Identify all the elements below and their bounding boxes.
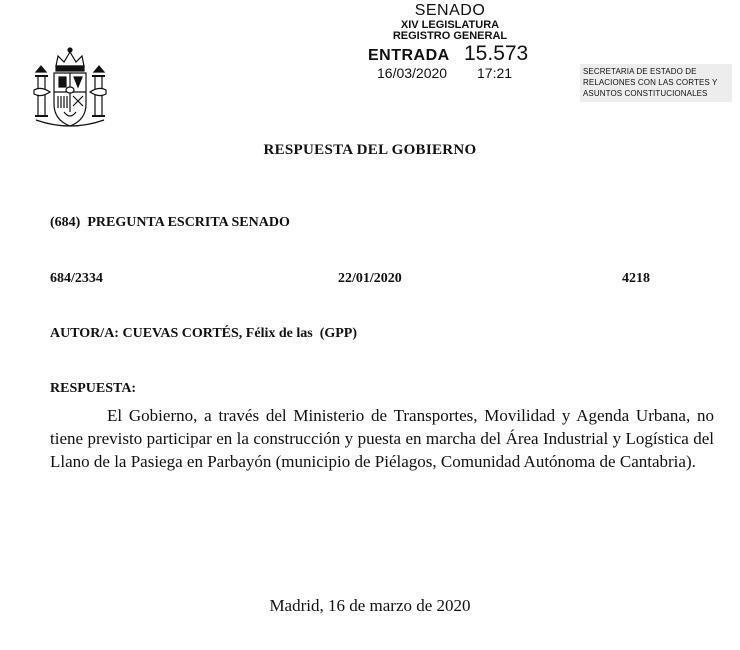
- question-type: (684) PREGUNTA ESCRITA SENADO: [50, 215, 290, 230]
- sender-line: ASUNTOS CONSTITUCIONALES: [583, 89, 708, 98]
- spain-coat-of-arms-icon: [30, 46, 110, 132]
- sender-line: RELACIONES CON LAS CORTES Y: [583, 78, 718, 87]
- place-and-date: Madrid, 16 de marzo de 2020: [269, 596, 471, 615]
- registry-reference: 4218: [622, 271, 650, 286]
- stamp-chamber: SENADO: [414, 2, 486, 19]
- stamp-entry-time: 17:21: [477, 65, 513, 81]
- question-date: 22/01/2020: [338, 271, 402, 286]
- stamp-entry-date: 16/03/2020: [377, 65, 448, 81]
- stamp-legislature: XIV LEGISLATURA: [400, 19, 500, 31]
- answer-label: RESPUESTA:: [50, 381, 137, 396]
- stamp-registry: REGISTRO GENERAL: [392, 30, 508, 42]
- author-line: AUTOR/A: CUEVAS CORTÉS, Félix de las (GPP): [50, 326, 358, 341]
- file-number: 684/2334: [50, 271, 103, 286]
- sender-box: [580, 64, 732, 102]
- stamp-entry-label: ENTRADA: [368, 47, 450, 64]
- stamp-entry-number: 15.573: [464, 42, 529, 65]
- document-title: RESPUESTA DEL GOBIERNO: [263, 142, 477, 158]
- sender-line: SECRETARIA DE ESTADO DE: [583, 67, 697, 76]
- answer-body: El Gobierno, a través del Ministerio de Transportes, Movilidad y Agenda Urbana, no tiene previsto participar en la construcción y puesta en marcha del Área Industrial y Logística del Llano de la Pasiega en Parbayón (municipio de Piélagos, Comunidad Autónoma de Cantabria).: [50, 406, 714, 471]
